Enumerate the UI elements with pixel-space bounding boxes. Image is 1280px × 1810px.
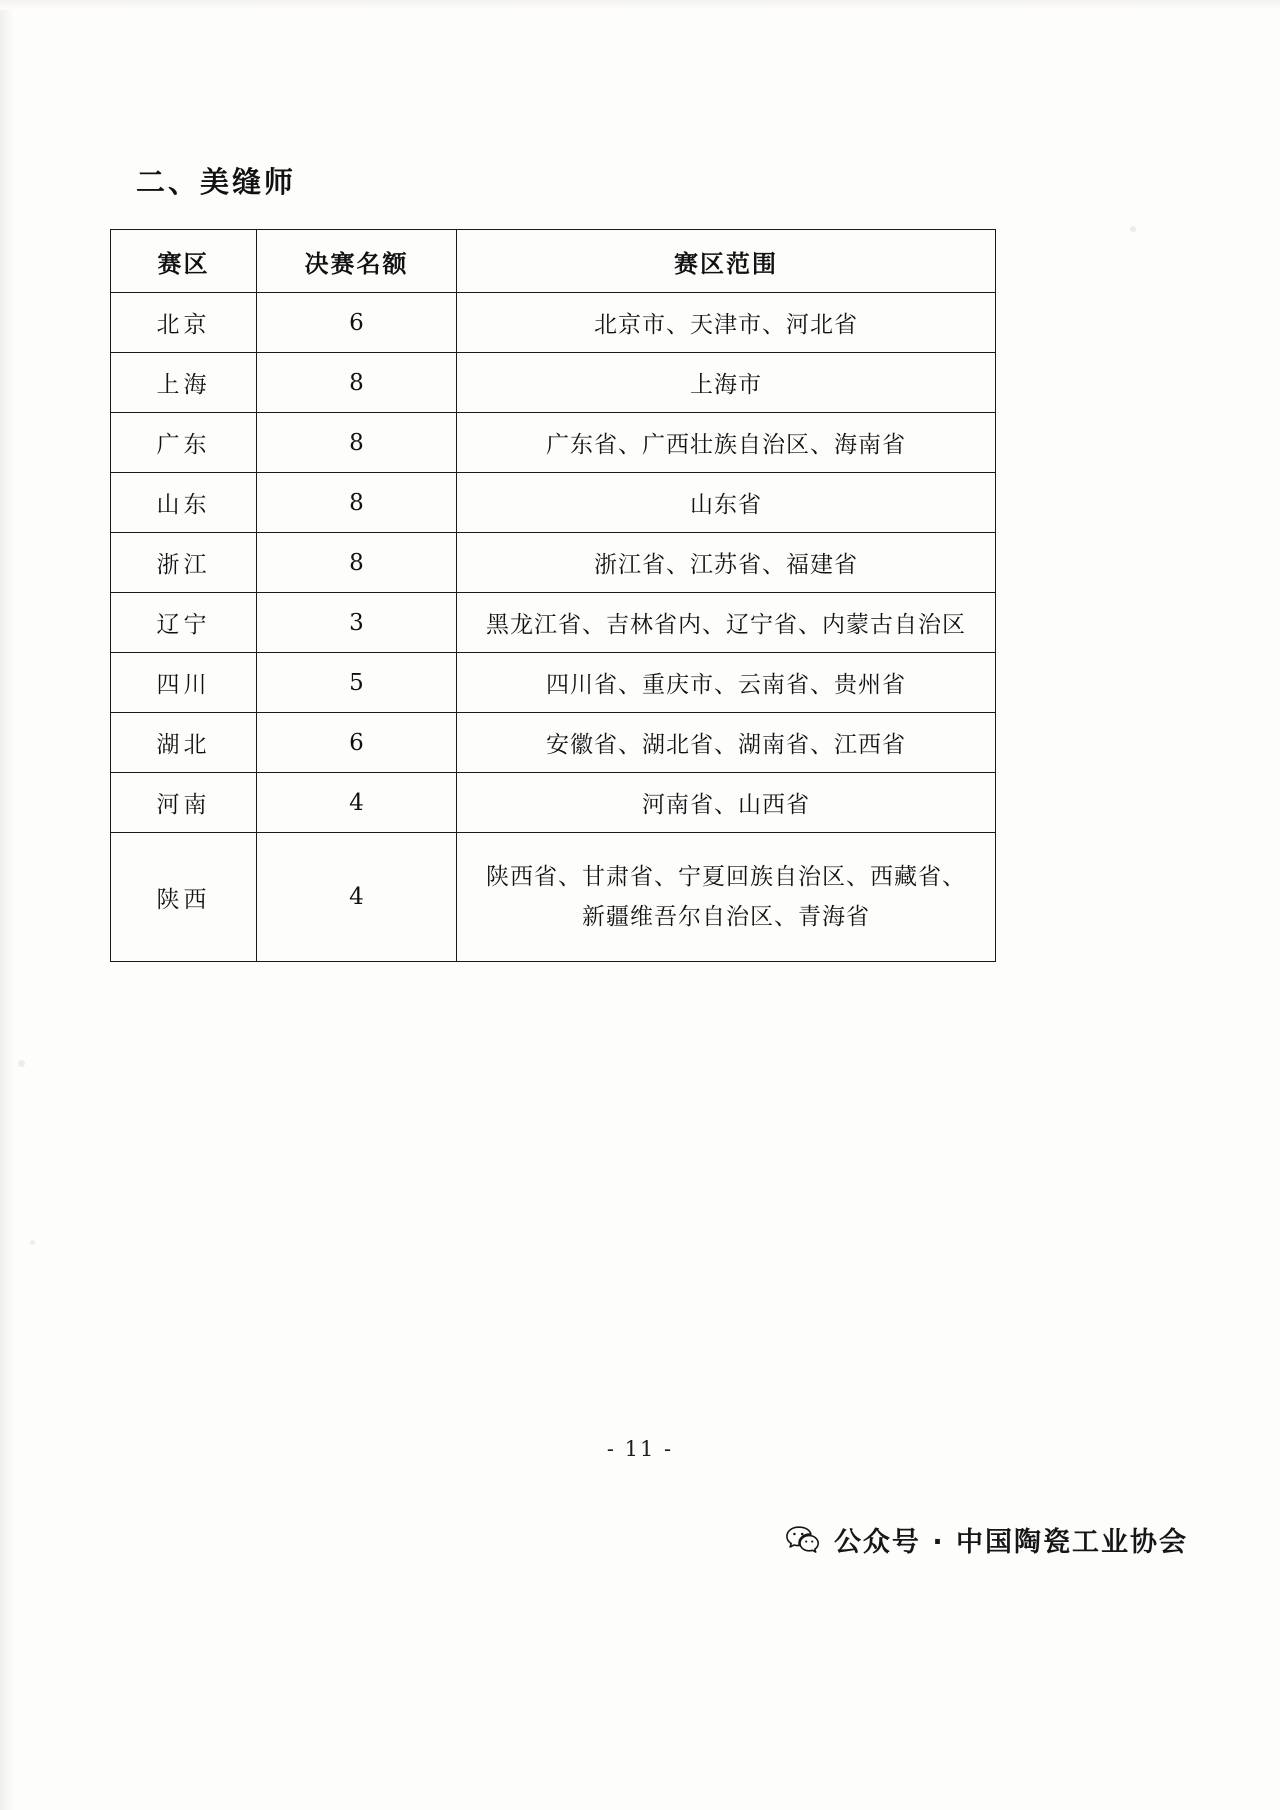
column-header-scope: 赛区范围 — [457, 230, 996, 293]
cell-scope — [457, 833, 996, 962]
cell-zone: 北京 — [111, 293, 257, 353]
cell-quota: 5 — [257, 653, 457, 713]
cell-zone: 陕西 — [111, 833, 257, 962]
page-number: - 11 - — [606, 1437, 674, 1461]
table-row — [111, 713, 996, 773]
table-row — [111, 653, 996, 713]
table-row — [111, 293, 996, 353]
cell-quota: 8 — [257, 473, 457, 533]
table-row — [111, 353, 996, 413]
scan-speck — [18, 1060, 25, 1067]
cell-quota: 6 — [257, 293, 457, 353]
scan-speck — [1130, 226, 1136, 232]
footer-brand — [784, 1520, 1188, 1559]
cell-scope: 广东省、广西壮族自治区、海南省 — [457, 413, 996, 473]
cell-scope: 河南省、山西省 — [457, 773, 996, 833]
cell-quota: 8 — [257, 353, 457, 413]
page-edge-shadow-left — [0, 0, 14, 1810]
cell-scope: 上海市 — [457, 353, 996, 413]
page-title: 二、美缝师 — [136, 165, 297, 199]
table-header-row — [111, 230, 996, 293]
cell-zone: 四川 — [111, 653, 257, 713]
cell-scope: 四川省、重庆市、云南省、贵州省 — [457, 653, 996, 713]
cell-quota: 8 — [257, 413, 457, 473]
table-row — [111, 533, 996, 593]
cell-zone: 河南 — [111, 773, 257, 833]
wechat-icon — [784, 1522, 820, 1558]
cell-scope-line1: 陕西省、甘肃省、宁夏回族自治区、西藏省、 — [486, 863, 966, 890]
cell-quota: 4 — [257, 833, 457, 962]
cell-scope: 安徽省、湖北省、湖南省、江西省 — [457, 713, 996, 773]
cell-quota: 3 — [257, 593, 457, 653]
table-row — [111, 413, 996, 473]
cell-zone: 上海 — [111, 353, 257, 413]
footer-brand-text: 公众号 · 中国陶瓷工业协会 — [833, 1527, 1188, 1558]
cell-zone: 山东 — [111, 473, 257, 533]
cell-scope: 浙江省、江苏省、福建省 — [457, 533, 996, 593]
competition-zone-table — [110, 229, 996, 962]
cell-scope: 北京市、天津市、河北省 — [457, 293, 996, 353]
cell-quota: 8 — [257, 533, 457, 593]
column-header-zone: 赛区 — [111, 230, 257, 293]
table-row — [111, 833, 996, 962]
cell-scope: 山东省 — [457, 473, 996, 533]
table-row — [111, 773, 996, 833]
cell-zone: 浙江 — [111, 533, 257, 593]
cell-scope: 黑龙江省、吉林省内、辽宁省、内蒙古自治区 — [457, 593, 996, 653]
document-content — [110, 160, 1010, 962]
scan-speck — [30, 1240, 35, 1245]
cell-zone: 辽宁 — [111, 593, 257, 653]
cell-scope-line2: 新疆维吾尔自治区、青海省 — [582, 904, 870, 930]
column-header-quota: 决赛名额 — [257, 230, 457, 293]
cell-zone: 广东 — [111, 413, 257, 473]
table-row — [111, 593, 996, 653]
page-edge-shadow-top — [0, 0, 1280, 10]
cell-zone: 湖北 — [111, 713, 257, 773]
cell-quota: 6 — [257, 713, 457, 773]
cell-quota: 4 — [257, 773, 457, 833]
table-row — [111, 473, 996, 533]
